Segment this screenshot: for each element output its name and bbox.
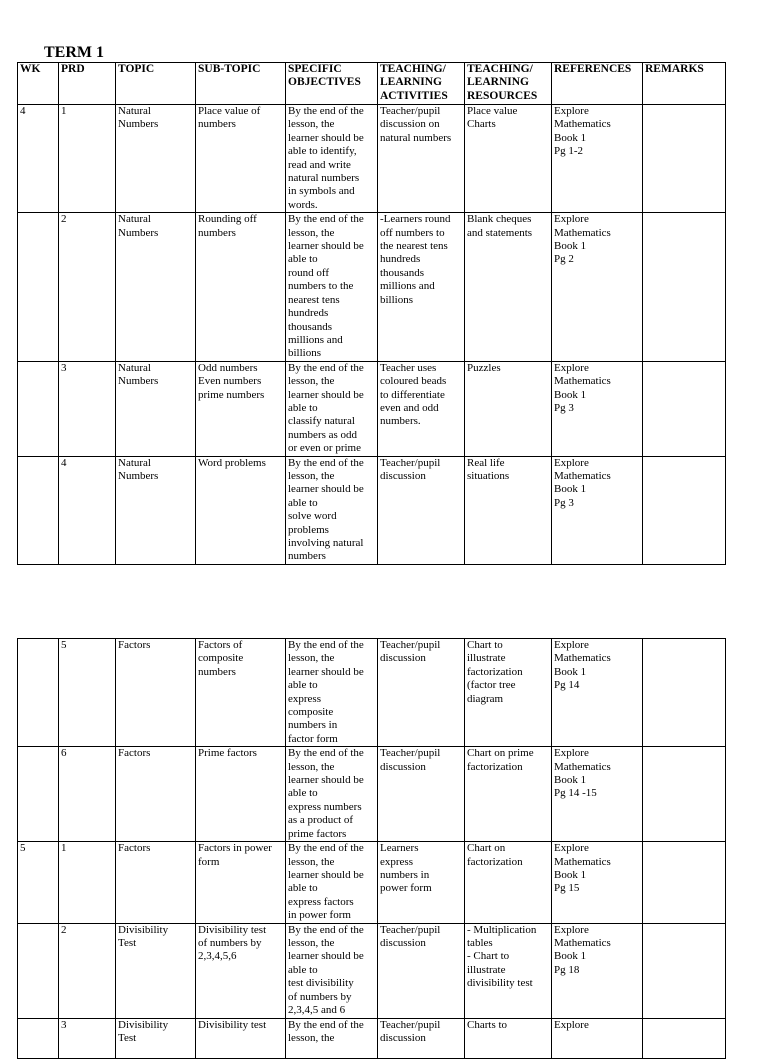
cell-sub-topic: Odd numbers Even numbers prime numbers	[196, 361, 286, 456]
table-row	[18, 361, 726, 456]
cell-teaching-learning-activities: Teacher/pupil discussion	[378, 456, 465, 564]
cell-specific-objectives: By the end of the lesson, the learner should be able to test divisibility of numbers by 2,3,4,5 and 6	[286, 923, 378, 1018]
cell-teaching-learning-activities: Teacher/pupil discussion	[378, 639, 465, 747]
cell-remarks	[643, 923, 726, 1018]
header-prd: PRD	[59, 63, 116, 105]
table-row	[18, 1018, 726, 1058]
table-row	[18, 105, 726, 213]
cell-topic: Factors	[116, 747, 196, 842]
cell-prd: 4	[59, 456, 116, 564]
scheme-of-work-table-page-2	[17, 638, 726, 1059]
header-specific-objectives: SPECIFIC OBJECTIVES	[286, 63, 378, 105]
cell-sub-topic: Divisibility test of numbers by 2,3,4,5,6	[196, 923, 286, 1018]
cell-topic: Natural Numbers	[116, 456, 196, 564]
cell-wk: 5	[18, 842, 59, 923]
cell-prd: 3	[59, 361, 116, 456]
cell-prd: 1	[59, 842, 116, 923]
term-title: TERM 1	[44, 44, 104, 61]
table-header-row	[18, 63, 726, 105]
cell-prd: 5	[59, 639, 116, 747]
cell-topic: Divisibility Test	[116, 1018, 196, 1058]
cell-sub-topic: Factors in power form	[196, 842, 286, 923]
cell-topic: Natural Numbers	[116, 105, 196, 213]
table-row	[18, 747, 726, 842]
cell-topic: Natural Numbers	[116, 361, 196, 456]
table-row	[18, 923, 726, 1018]
cell-remarks	[643, 361, 726, 456]
cell-specific-objectives: By the end of the lesson, the learner should be able to round off numbers to the nearest tens hundreds thousands millions and billions	[286, 213, 378, 361]
cell-sub-topic: Rounding off numbers	[196, 213, 286, 361]
cell-teaching-learning-activities: Teacher/pupil discussion	[378, 923, 465, 1018]
cell-teaching-learning-resources: - Multiplication tables - Chart to illustrate divisibility test	[465, 923, 552, 1018]
cell-sub-topic: Place value of numbers	[196, 105, 286, 213]
cell-references: Explore	[552, 1018, 643, 1058]
cell-teaching-learning-resources: Real life situations	[465, 456, 552, 564]
header-teaching-learning-resources: TEACHING/ LEARNING RESOURCES	[465, 63, 552, 105]
cell-topic: Factors	[116, 639, 196, 747]
header-wk: WK	[18, 63, 59, 105]
cell-specific-objectives: By the end of the lesson, the learner should be able to solve word problems involving natural numbers	[286, 456, 378, 564]
cell-teaching-learning-activities: Teacher/pupil discussion on natural numbers	[378, 105, 465, 213]
cell-specific-objectives: By the end of the lesson, the learner should be able to identify, read and write natural numbers in symbols and words.	[286, 105, 378, 213]
cell-wk	[18, 639, 59, 747]
cell-teaching-learning-activities: -Learners round off numbers to the nearest tens hundreds thousands millions and billions	[378, 213, 465, 361]
cell-teaching-learning-resources: Chart to illustrate factorization (factor tree diagram	[465, 639, 552, 747]
cell-wk	[18, 1018, 59, 1058]
cell-wk	[18, 213, 59, 361]
cell-sub-topic: Factors of composite numbers	[196, 639, 286, 747]
cell-specific-objectives: By the end of the lesson, the learner should be able to express numbers as a product of prime factors	[286, 747, 378, 842]
cell-prd: 6	[59, 747, 116, 842]
cell-teaching-learning-activities: Teacher/pupil discussion	[378, 747, 465, 842]
table-row	[18, 213, 726, 361]
table-row	[18, 639, 726, 747]
cell-wk: 4	[18, 105, 59, 213]
cell-specific-objectives: By the end of the lesson, the	[286, 1018, 378, 1058]
cell-specific-objectives: By the end of the lesson, the learner should be able to classify natural numbers as odd or even or prime	[286, 361, 378, 456]
cell-references: Explore Mathematics Book 1 Pg 15	[552, 842, 643, 923]
cell-references: Explore Mathematics Book 1 Pg 14	[552, 639, 643, 747]
cell-topic: Natural Numbers	[116, 213, 196, 361]
cell-teaching-learning-resources: Blank cheques and statements	[465, 213, 552, 361]
cell-remarks	[643, 456, 726, 564]
cell-topic: Divisibility Test	[116, 923, 196, 1018]
cell-remarks	[643, 1018, 726, 1058]
cell-teaching-learning-resources: Chart on prime factorization	[465, 747, 552, 842]
cell-references: Explore Mathematics Book 1 Pg 1-2	[552, 105, 643, 213]
cell-remarks	[643, 213, 726, 361]
header-references: REFERENCES	[552, 63, 643, 105]
header-topic: TOPIC	[116, 63, 196, 105]
cell-wk	[18, 923, 59, 1018]
cell-prd: 2	[59, 923, 116, 1018]
cell-wk	[18, 456, 59, 564]
header-sub-topic: SUB-TOPIC	[196, 63, 286, 105]
cell-prd: 2	[59, 213, 116, 361]
cell-teaching-learning-activities: Teacher/pupil discussion	[378, 1018, 465, 1058]
cell-teaching-learning-resources: Puzzles	[465, 361, 552, 456]
cell-prd: 1	[59, 105, 116, 213]
cell-remarks	[643, 747, 726, 842]
cell-sub-topic: Prime factors	[196, 747, 286, 842]
table-row	[18, 842, 726, 923]
table-row	[18, 456, 726, 564]
cell-sub-topic: Word problems	[196, 456, 286, 564]
cell-wk	[18, 361, 59, 456]
cell-sub-topic: Divisibility test	[196, 1018, 286, 1058]
cell-teaching-learning-activities: Learners express numbers in power form	[378, 842, 465, 923]
cell-remarks	[643, 105, 726, 213]
cell-references: Explore Mathematics Book 1 Pg 2	[552, 213, 643, 361]
cell-specific-objectives: By the end of the lesson, the learner should be able to express factors in power form	[286, 842, 378, 923]
cell-remarks	[643, 639, 726, 747]
cell-prd: 3	[59, 1018, 116, 1058]
header-teaching-learning-activities: TEACHING/ LEARNING ACTIVITIES	[378, 63, 465, 105]
cell-remarks	[643, 842, 726, 923]
scheme-of-work-table-page-1	[17, 62, 726, 565]
cell-references: Explore Mathematics Book 1 Pg 14 -15	[552, 747, 643, 842]
cell-teaching-learning-activities: Teacher uses coloured beads to differentiate even and odd numbers.	[378, 361, 465, 456]
cell-topic: Factors	[116, 842, 196, 923]
header-remarks: REMARKS	[643, 63, 726, 105]
cell-references: Explore Mathematics Book 1 Pg 3	[552, 361, 643, 456]
cell-teaching-learning-resources: Chart on factorization	[465, 842, 552, 923]
cell-references: Explore Mathematics Book 1 Pg 3	[552, 456, 643, 564]
cell-wk	[18, 747, 59, 842]
cell-references: Explore Mathematics Book 1 Pg 18	[552, 923, 643, 1018]
cell-teaching-learning-resources: Place value Charts	[465, 105, 552, 213]
cell-teaching-learning-resources: Charts to	[465, 1018, 552, 1058]
cell-specific-objectives: By the end of the lesson, the learner should be able to express composite numbers in factor form	[286, 639, 378, 747]
